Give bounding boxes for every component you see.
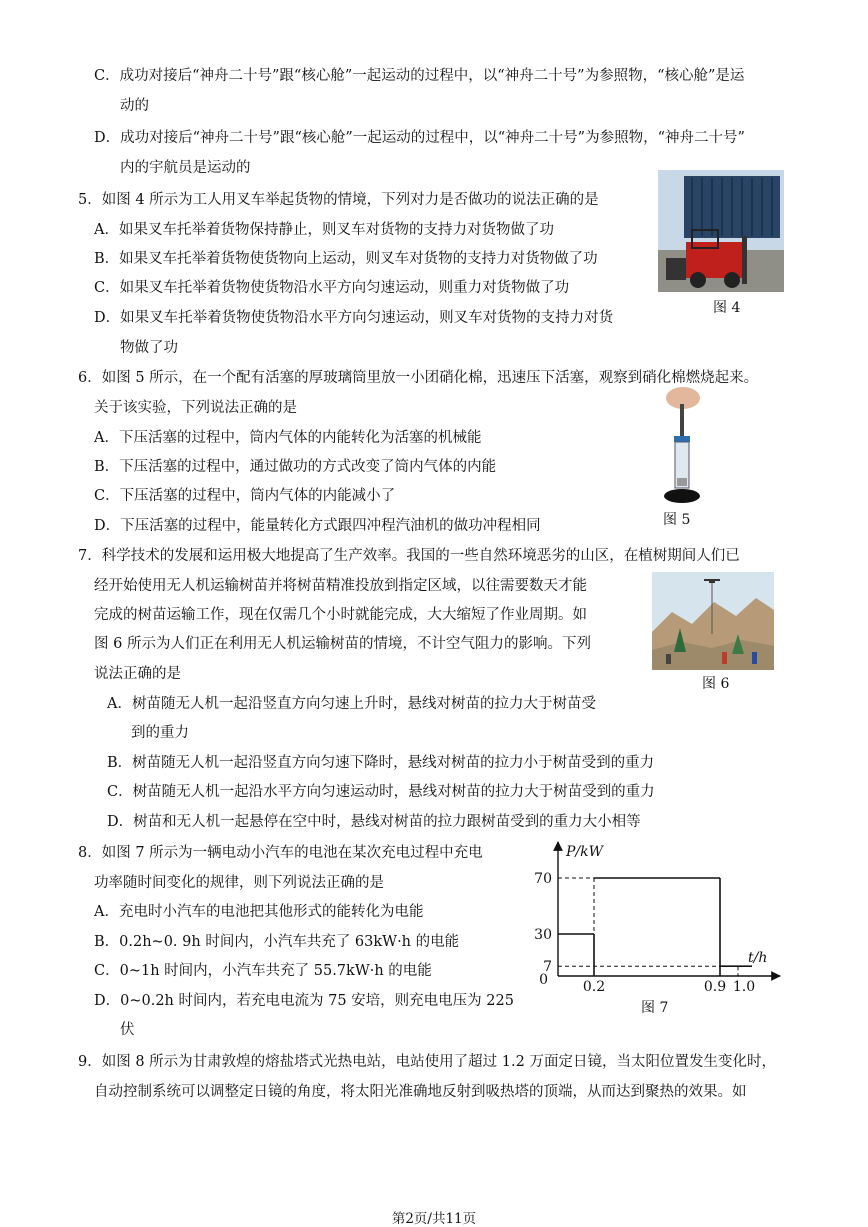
q7-option-d: D．树苗和无人机一起悬停在空中时，悬线对树苗的拉力跟树苗受到的重力大小相等: [107, 814, 641, 830]
q5-stem: 5．如图 4 所示为工人用叉车举起货物的情境，下列对力是否做功的说法正确的是: [78, 192, 599, 208]
q5-option-d-line2: 物做了功: [120, 340, 178, 356]
page-number-footer: 第2页/共11页: [391, 1211, 477, 1227]
q6-option-b: B．下压活塞的过程中，通过做功的方式改变了筒内气体的内能: [94, 459, 497, 475]
figure-5-piston-apparatus: [656, 386, 706, 508]
q5-option-b: B．如果叉车托举着货物使货物向上运动，则叉车对货物的支持力对货物做了功: [94, 251, 598, 267]
q8-option-d-line2: 伏: [120, 1022, 135, 1038]
q8-stem-line1: 8．如图 7 所示为一辆电动小汽车的电池在某次充电过程中充电: [78, 845, 483, 861]
figure-5-caption: 图 5: [663, 512, 691, 528]
q5-option-c: C．如果叉车托举着货物使货物沿水平方向匀速运动，则重力对货物做了功: [94, 280, 570, 296]
x-tick-label-1.0: 1.0: [732, 979, 756, 995]
x-tick-label-0.2: 0.2: [582, 979, 606, 995]
figure-7-power-time-chart: [520, 838, 790, 998]
q9-stem-line2: 自动控制系统可以调整定日镜的角度，将太阳光准确地反射到吸热塔的顶端，从而达到聚热的效果。如: [94, 1084, 747, 1100]
q4-option-d-line1: D．成功对接后“神舟二十号”跟“核心舱”一起运动的过程中，以“神舟二十号”为参照物，“神舟二十号”: [94, 130, 745, 146]
q6-stem-line2: 关于该实验，下列说法正确的是: [94, 400, 297, 416]
q4-option-c-line2: 动的: [120, 98, 149, 114]
q7-stem-line5: 说法正确的是: [94, 666, 181, 682]
origin-label: 0: [539, 972, 548, 988]
q7-option-a-line2: 到的重力: [131, 725, 189, 741]
q9-stem-line1: 9．如图 8 所示为甘肃敦煌的熔盐塔式光热电站，电站使用了超过 1.2 万面定日镜，当太阳位置发生变化时，: [78, 1054, 776, 1070]
q8-stem-line2: 功率随时间变化的规律，则下列说法正确的是: [94, 875, 384, 891]
q8-option-c: C．0~1h 时间内，小汽车共充了 55.7kW·h 的电能: [94, 963, 432, 979]
y-tick-label-7: 7: [543, 959, 552, 976]
q6-stem-line1: 6．如图 5 所示，在一个配有活塞的厚玻璃筒里放一小团硝化棉，迅速压下活塞，观察到硝化棉燃烧起来。: [78, 370, 759, 386]
q7-option-c: C．树苗随无人机一起沿水平方向匀速运动时，悬线对树苗的拉力大于树苗受到的重力: [107, 784, 655, 800]
q6-option-a: A．下压活塞的过程中，筒内气体的内能转化为活塞的机械能: [94, 430, 482, 446]
q4-option-d-line2: 内的宇航员是运动的: [120, 160, 251, 176]
figure-4-forklift-photo: [658, 170, 784, 292]
y-tick-label-70: 70: [534, 871, 552, 887]
q6-option-d: D．下压活塞的过程中，能量转化方式跟四冲程汽油机的做功冲程相同: [94, 518, 541, 534]
y-tick-label-30: 30: [534, 927, 552, 943]
q7-stem-line2: 经开始使用无人机运输树苗并将树苗精准投放到指定区域，以往需要数天才能: [94, 578, 587, 594]
q7-option-a-line1: A．树苗随无人机一起沿竖直方向匀速上升时，悬线对树苗的拉力大于树苗受: [107, 696, 596, 712]
q5-option-a: A．如果叉车托举着货物保持静止，则叉车对货物的支持力对货物做了功: [94, 222, 554, 238]
q8-option-a: A．充电时小汽车的电池把其他形式的能转化为电能: [94, 904, 424, 920]
q7-option-b: B．树苗随无人机一起沿竖直方向匀速下降时，悬线对树苗的拉力小于树苗受到的重力: [107, 755, 655, 771]
y-axis-label: P/kW: [566, 844, 604, 860]
q7-stem-line1: 7．科学技术的发展和运用极大地提高了生产效率。我国的一些自然环境恶劣的山区，在植树期间人们已: [78, 548, 740, 564]
figure-7-caption: 图 7: [641, 1000, 669, 1016]
q8-option-b: B．0.2h~0. 9h 时间内，小汽车共充了 63kW·h 的电能: [94, 934, 460, 950]
q6-option-c: C．下压活塞的过程中，筒内气体的内能减小了: [94, 488, 396, 504]
figure-4-caption: 图 4: [713, 300, 741, 316]
figure-6-drone-photo: [652, 572, 774, 670]
q5-option-d-line1: D．如果叉车托举着货物使货物沿水平方向匀速运动，则叉车对货物的支持力对货: [94, 310, 614, 326]
q7-stem-line3: 完成的树苗运输工作，现在仅需几个小时就能完成，大大缩短了作业周期。如: [94, 607, 587, 623]
x-axis-label: t/h: [748, 950, 768, 966]
q7-stem-line4: 图 6 所示为人们正在利用无人机运输树苗的情境，不计空气阻力的影响。下列: [94, 636, 591, 652]
q8-option-d-line1: D．0~0.2h 时间内，若充电电流为 75 安培，则充电电压为 225: [94, 993, 514, 1009]
x-tick-label-0.9: 0.9: [703, 979, 727, 995]
q4-option-c-line1: C．成功对接后“神舟二十号”跟“核心舱”一起运动的过程中，以“神舟二十号”为参照物，“核心舱”是运: [94, 68, 745, 84]
figure-6-caption: 图 6: [702, 676, 730, 692]
